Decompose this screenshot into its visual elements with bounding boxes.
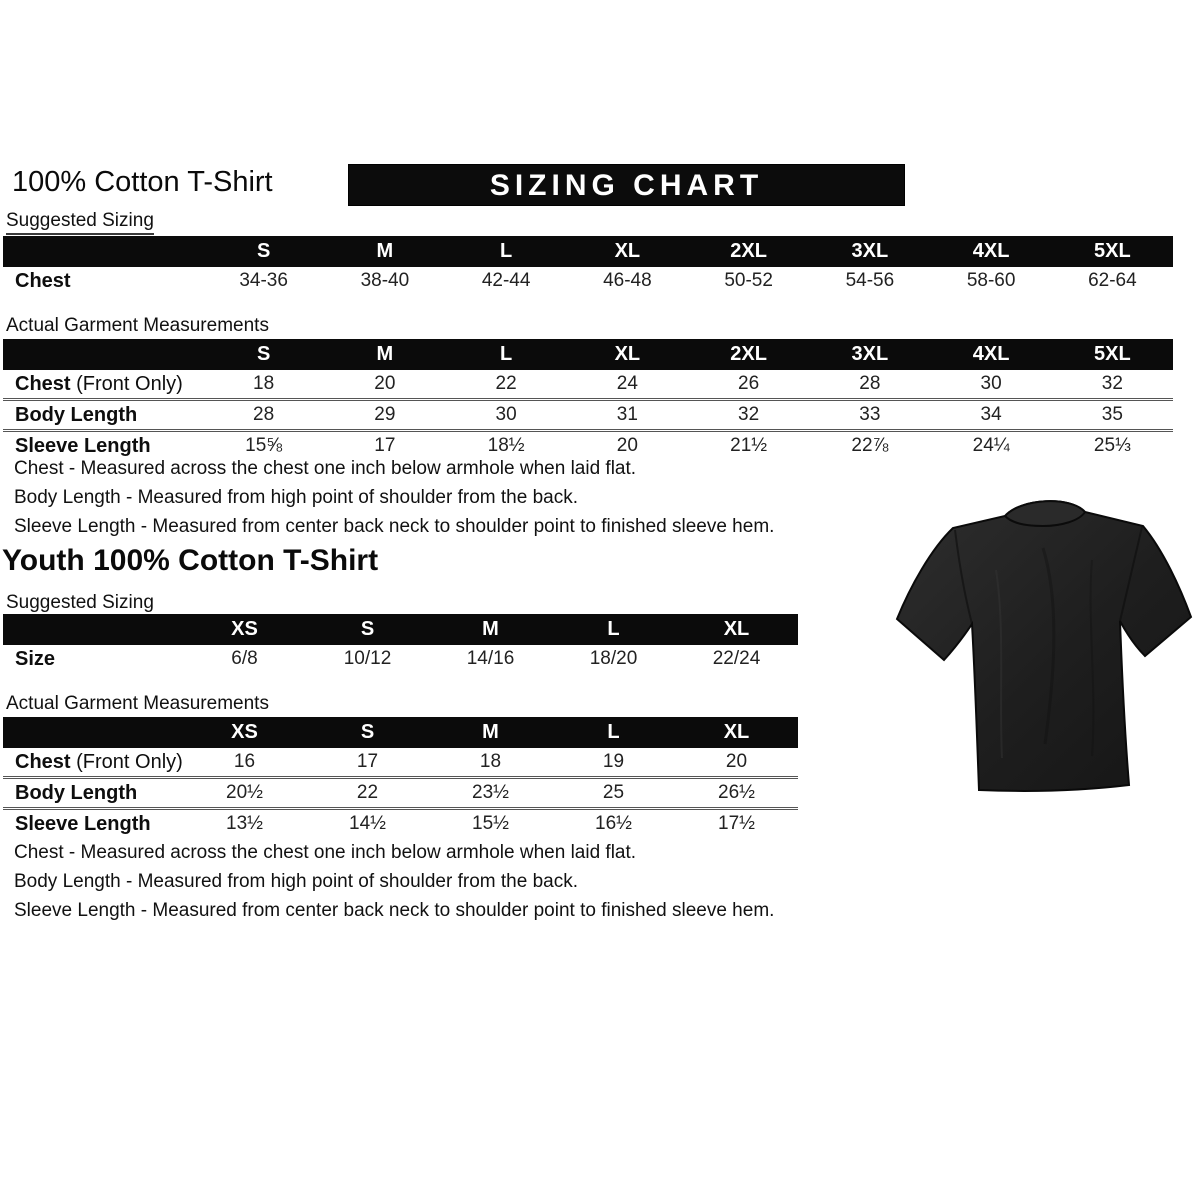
size-header-row (3, 614, 798, 645)
row-label: Body Length (15, 403, 138, 426)
measurement-cell: 32 (738, 404, 760, 425)
youth-measurement-notes (14, 842, 774, 929)
measurement-cell: 34-36 (239, 270, 288, 291)
measurement-cell: 22 (495, 373, 517, 394)
measurement-cell: 10/12 (343, 648, 392, 669)
measurement-cell: 16½ (595, 813, 632, 834)
measurement-cell: 18 (253, 373, 275, 394)
table-row-size (3, 645, 798, 673)
row-label: Chest (15, 269, 71, 292)
measurement-cell: 13½ (226, 813, 263, 834)
measurement-cell: 29 (374, 404, 396, 425)
size-header-m: M (376, 343, 394, 365)
youth-measurements-label: Actual Garment Measurements (6, 693, 269, 714)
measurement-cell: 26 (738, 373, 760, 394)
row-label: Sleeve Length (15, 812, 151, 835)
adult-suggested-sizing-table (3, 236, 1173, 295)
size-header-s: S (360, 618, 375, 640)
measurement-cell: 24 (616, 373, 638, 394)
measurement-cell: 22/24 (712, 648, 761, 669)
measurement-cell: 17 (356, 751, 379, 772)
tshirt-graphic (893, 486, 1195, 808)
note-sleeve: Sleeve Length - Measured from center back neck to shoulder point to finished sleeve hem. (14, 900, 775, 921)
table-row-sleeve-length (3, 429, 1173, 460)
adult-measurements-label: Actual Garment Measurements (6, 315, 269, 336)
note-body: Body Length - Measured from high point of shoulder from the back. (14, 487, 578, 508)
measurement-cell: 20½ (226, 782, 263, 803)
size-header-m: M (482, 618, 499, 640)
size-header-l: L (607, 618, 620, 640)
size-header-xl: XL (614, 240, 641, 262)
size-header-s: S (256, 240, 271, 262)
tshirt-image (893, 486, 1195, 808)
size-header-5xl: 5XL (1094, 240, 1131, 262)
measurement-cell: 25⅓ (1093, 435, 1131, 456)
measurement-cell: 21½ (730, 435, 768, 456)
adult-suggested-sizing-label: Suggested Sizing (6, 210, 154, 235)
youth-section-title: Youth 100% Cotton T-Shirt (2, 544, 379, 577)
size-header-row (3, 717, 798, 748)
size-header-xl: XL (614, 343, 641, 365)
measurement-cell: 17½ (718, 813, 755, 834)
size-header-l: L (500, 240, 513, 262)
size-header-row (3, 236, 1173, 267)
size-header-l: L (607, 721, 620, 743)
measurement-cell: 19 (602, 751, 625, 772)
size-header-xs: XS (231, 618, 258, 640)
measurement-cell: 17 (374, 435, 396, 456)
measurement-cell: 62-64 (1088, 270, 1137, 291)
measurement-cell: 42-44 (481, 270, 531, 291)
measurement-cell: 18/20 (589, 648, 638, 669)
measurement-cell: 28 (859, 373, 881, 394)
row-label: Chest (Front Only) (15, 750, 183, 773)
measurement-cell: 22⅞ (851, 435, 889, 456)
measurement-cell: 31 (616, 404, 638, 425)
measurement-cell: 18½ (487, 435, 525, 456)
note-sleeve: Sleeve Length - Measured from center back neck to shoulder point to finished sleeve hem. (14, 516, 775, 537)
measurement-cell: 20 (374, 373, 396, 394)
size-header-m: M (376, 240, 394, 262)
youth-measurements-table (3, 717, 798, 838)
measurement-cell: 15⅝ (245, 435, 283, 456)
measurement-cell: 28 (253, 404, 275, 425)
size-header-2xl: 2XL (730, 343, 767, 365)
size-header-s: S (256, 343, 271, 365)
measurement-cell: 50-52 (724, 270, 773, 291)
measurement-cell: 14/16 (466, 648, 515, 669)
measurement-cell: 14½ (349, 813, 386, 834)
youth-suggested-sizing-label: Suggested Sizing (6, 592, 154, 617)
measurement-cell: 25 (602, 782, 625, 803)
row-label: Body Length (15, 781, 138, 804)
measurement-cell: 23½ (472, 782, 509, 803)
measurement-cell: 20 (725, 751, 748, 772)
row-label: Sleeve Length (15, 434, 151, 457)
size-header-xs: XS (231, 721, 258, 743)
measurement-cell: 26½ (718, 782, 755, 803)
measurement-cell: 18 (479, 751, 502, 772)
table-row-body-length (3, 776, 798, 807)
measurement-cell: 46-48 (603, 270, 652, 291)
note-body: Body Length - Measured from high point of shoulder from the back. (14, 871, 578, 892)
measurement-cell: 24¼ (972, 435, 1010, 456)
row-label: Chest (Front Only) (15, 372, 183, 395)
measurement-cell: 32 (1101, 373, 1123, 394)
size-header-xl: XL (723, 721, 750, 743)
youth-suggested-sizing-table (3, 614, 798, 673)
size-header-l: L (500, 343, 513, 365)
measurement-cell: 58-60 (966, 270, 1016, 291)
measurement-cell: 35 (1101, 404, 1123, 425)
note-chest: Chest - Measured across the chest one inch below armhole when laid flat. (14, 458, 637, 479)
measurement-cell: 38-40 (360, 270, 410, 291)
table-row-chest (3, 370, 1173, 398)
table-row-sleeve-length (3, 807, 798, 838)
measurement-cell: 20 (616, 435, 638, 456)
size-header-3xl: 3XL (851, 343, 889, 365)
measurement-cell: 15½ (472, 813, 509, 834)
size-header-5xl: 5XL (1094, 343, 1131, 365)
table-row-chest (3, 748, 798, 776)
table-row-body-length (3, 398, 1173, 429)
measurement-cell: 54-56 (845, 270, 895, 291)
size-header-2xl: 2XL (730, 240, 767, 262)
adult-measurements-table (3, 339, 1173, 460)
measurement-cell: 30 (495, 404, 517, 425)
sizing-chart-banner: SIZING CHART (348, 164, 905, 206)
measurement-cell: 33 (859, 404, 881, 425)
note-chest: Chest - Measured across the chest one inch below armhole when laid flat. (14, 842, 637, 863)
size-header-4xl: 4XL (972, 343, 1010, 365)
measurement-cell: 34 (980, 404, 1002, 425)
table-row-chest (3, 267, 1173, 295)
measurement-cell: 30 (980, 373, 1002, 394)
page-title: 100% Cotton T-Shirt (12, 166, 273, 198)
row-label: Size (15, 647, 56, 670)
adult-measurement-notes (14, 458, 774, 545)
measurement-cell: 6/8 (231, 648, 258, 669)
size-header-row (3, 339, 1173, 370)
size-header-s: S (360, 721, 375, 743)
size-header-4xl: 4XL (972, 240, 1010, 262)
size-header-xl: XL (723, 618, 750, 640)
measurement-cell: 16 (233, 751, 256, 772)
size-header-m: M (482, 721, 499, 743)
size-header-3xl: 3XL (851, 240, 889, 262)
measurement-cell: 22 (356, 782, 379, 803)
